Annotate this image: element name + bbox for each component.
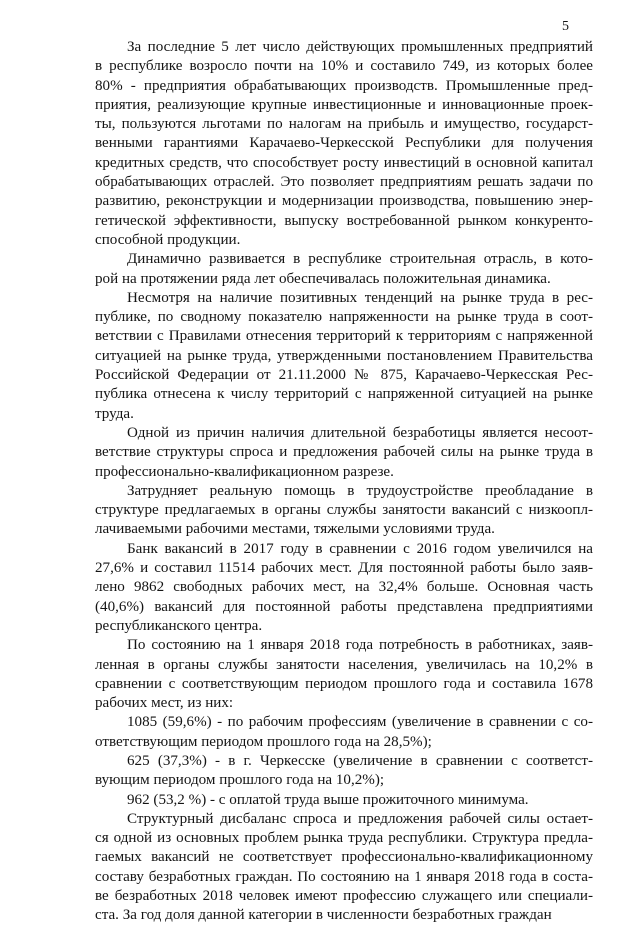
text-line: ты, пользуются льготами по налогам на прибыль и имущество, государст- [95,116,593,133]
text-line: лено 9862 свободных рабочих мест, на 32,4% больше. Основная часть [95,579,593,596]
text-line: публике, по сводному показателю напряженности на рынке труда в соот- [95,309,593,326]
text-line: лачиваемыми рабочими местами, тяжелыми условиями труда. [95,521,495,538]
text-line: Банк вакансий в 2017 году в сравнении с 2016 годом увеличился на [127,540,593,557]
text-line: ве безработных 2018 человек имеют профессию служащего или специали- [95,888,593,905]
text-line: гаемых вакансий не соответствует профессионально-квалификационному [95,849,593,866]
text-line: труда. [95,405,134,422]
text-line: (40,6%) вакансий для постоянной работы представлена предприятиями [95,598,593,615]
text-line: венными гарантиями Карачаево-Черкесской Республики для получения [95,135,593,152]
text-line: ста. За год доля данной категории в численности безработных граждан [95,907,552,924]
text-line: рой на протяжении ряда лет обеспечивалась положительная динамика. [95,270,551,287]
text-line: способной продукции. [95,231,241,248]
text-line: По состоянию на 1 января 2018 года потребность в работниках, заяв- [127,637,593,654]
text-line: Одной из причин наличия длительной безработицы является несоот- [127,424,593,441]
text-line: структуре предлагаемых в органы службы занятости вакансий с низкоопл- [95,502,593,519]
text-line: гетической эффективности, выпуску востребованной рынком конкуренто- [95,212,593,229]
text-line: За последние 5 лет число действующих промышленных предприятий [127,39,593,55]
text-line: приятия, реализующие крупные инвестиционные и инновационные проек- [95,96,593,113]
text-line: публика отнесена к числу территорий с напряженной ситуацией на рынке [95,386,593,403]
text-line: Структурный дисбаланс спроса и предложения рабочей силы остает- [127,810,593,827]
text-line: Затрудняет реальную помощь в трудоустройстве преобладание в [127,482,593,499]
text-line: 1085 (59,6%) - по рабочим профессиям (увеличение в сравнении с со- [127,714,593,731]
text-line: ответствующим периодом прошлого года на 28,5%); [95,733,432,750]
text-line: ленная в органы службы занятости населения, увеличилась на 10,2% в [95,656,593,673]
text-line: в республике возросло почти на 10% и составило 749, из которых более [95,58,593,75]
text-line: ситуацией на рынке труда, утвержденными постановлением Правительства [95,347,593,364]
text-line: вующим периодом прошлого года на 10,2%); [95,772,385,789]
text-line: рабочих мест, из них: [95,695,234,712]
text-line: сравнении с соответствующим периодом прошлого года и составила 1678 [95,675,593,692]
text-line: обрабатывающих отраслей. Это позволяет предприятиям решать задачи по [95,174,593,191]
text-line: ветствие структуры спроса и предложения рабочей силы на рынке труда в [95,444,593,461]
text-line: Российской Федерации от 21.11.2000 № 875, Карачаево-Черкесская Рес- [95,367,593,384]
text-line: Несмотря на наличие позитивных тенденций на рынке труда в рес- [127,289,593,306]
text-line: 27,6% и составил 11514 рабочих мест. Для постоянной работы было заяв- [95,560,593,577]
body-text [95,38,593,926]
text-line: составу безработных граждан. По состоянию на 1 января 2018 года в соста- [95,868,593,885]
text-line: республиканского центра. [95,617,263,634]
text-line: кредитных средств, что способствует росту инвестиций в основной капитал [95,154,593,171]
text-line: 80% - предприятия обрабатывающих производств. Промышленные пред- [95,77,593,94]
text-line: профессионально-квалификационном разрезе. [95,463,394,480]
text-line: 625 (37,3%) - в г. Черкесске (увеличение в сравнении с соответст- [127,752,593,769]
text-line: ся одной из основных проблем рынка труда республики. Структура предла- [95,830,593,847]
page-number: 5 [562,19,569,34]
text-line: ветствии с Правилами отнесения территорий к территориям с напряженной [95,328,593,345]
text-line: 962 (53,2 %) - с оплатой труда выше прожиточного минимума. [127,791,529,808]
text-line: Динамично развивается в республике строительная отрасль, в кото- [127,251,593,268]
text-line: развитию, реконструкции и модернизации производства, повышению энер- [95,193,593,210]
